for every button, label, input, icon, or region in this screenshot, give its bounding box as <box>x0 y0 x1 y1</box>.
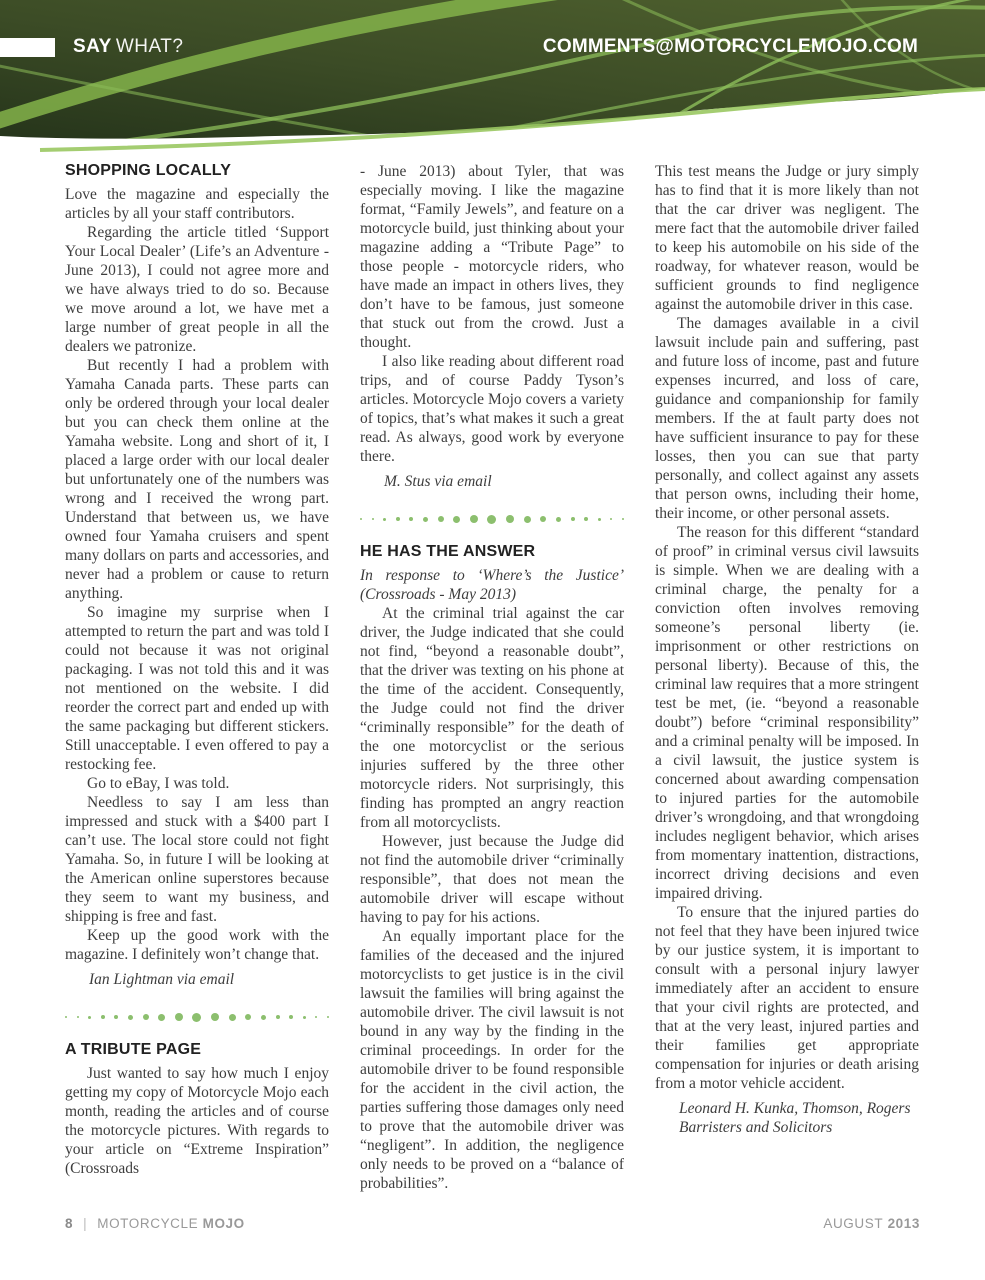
letter-subtitle: In response to ‘Where’s the Justice’ (Crossroads - May 2013) <box>360 567 624 603</box>
magazine-name: MOTORCYCLE <box>97 1216 199 1231</box>
letter-paragraph: Regarding the article titled ‘Support Your Local Dealer’ (Life’s an Adventure - June 2013), I could not agree more and we have always tried to do so. Because we move around a lot, we have met a large number of great people in all the dealers we patronize. <box>65 224 329 355</box>
issue-month: AUGUST <box>823 1216 884 1231</box>
page-number: 8 <box>65 1216 74 1231</box>
section-title-light: WHAT? <box>115 36 184 57</box>
letter-paragraph: Keep up the good work with the magazine. I definitely won’t change that. <box>65 927 329 963</box>
letter-paragraph: At the criminal trial against the car driver, the Judge indicated that she could not find, “beyond a reasonable doubt”, that the driver was texting on his phone at the time of the accident. Consequently, the Judge could not find the driver “criminally responsible” for the death of the one motorcyclist or the serious injuries suffered by the three other motorcycle riders. Not surprisingly, this finding has prompted an angry reaction from all motorcyclists. <box>360 605 624 831</box>
issue-year: 2013 <box>887 1216 920 1231</box>
letter-heading-he-has-the-answer: HE HAS THE ANSWER <box>360 543 536 560</box>
letter-heading-tribute-page: A TRIBUTE PAGE <box>65 1041 202 1058</box>
page-footer <box>65 1216 920 1231</box>
footer-right <box>823 1216 920 1231</box>
section-title-bold: SAY <box>73 36 112 57</box>
section-title <box>73 36 183 58</box>
letter-paragraph: However, just because the Judge did not find the automobile driver “criminally responsible”, that does not mean the automobile driver will escape without having to pay for his actions. <box>360 833 624 926</box>
letter-paragraph: Needless to say I am less than impressed and stuck with a $400 part I can’t use. The local store could not fight Yamaha. So, in future I will be looking at the American online superstores because they seem to want my business, and shipping is free and fast. <box>65 794 329 925</box>
letter-paragraph: This test means the Judge or jury simply has to find that it is more likely than not that the car driver was negligent. The mere fact that the automobile driver failed to keep his automobile on his side of the roadway, for whatever reason, would be sufficient grounds to find negligence against the automobile driver in this case. <box>655 163 919 313</box>
letter-signature: M. Stus via email <box>384 473 492 490</box>
letter-paragraph: I also like reading about different road trips, and of course Paddy Tyson’s articles. Motorcycle Mojo covers a variety of topics, that’s what makes it such a great read. As always, good work by everyone there. <box>360 353 624 465</box>
banner-swoosh-artwork <box>0 0 985 160</box>
dotted-divider-icon <box>65 1012 329 1022</box>
letter-heading-shopping-locally: SHOPPING LOCALLY <box>65 162 232 179</box>
letter-paragraph: The reason for this different “standard of proof” in criminal versus civil lawsuits is simple. When we are dealing with a criminal charge, the penalty for a conviction often involves removing someone’s personal liberty (ie. imprisonment or other restrictions on personal liberty). Because of this, the criminal law requires that a more stringent test be met, (ie. “beyond a reasonable doubt”) before “criminal responsibility” and a criminal penalty will be imposed. In a civil lawsuit, the justice system is concerned about awarding compensation to injured parties for the automobile driver’s wrongdoing, and that wrongdoing includes negligent behavior, which arises from momentary inattention, distractions, incorrect driving decisions and even impaired driving. <box>655 524 919 902</box>
letter-paragraph: - June 2013) about Tyler, that was especially moving. I like the magazine format, “Family Jewels”, and feature on a motorcycle build, just thinking about your magazine adding a “Tribute Page” to those people - motorcycle riders, who have made an impact in others lives, they don’t have to be famous, just someone that stuck out from the crowd. Just a thought. <box>360 163 624 351</box>
letter-paragraph: But recently I had a problem with Yamaha Canada parts. These parts can only be ordered through your local dealer but you can check them online at the Yamaha website. Long and short of it, I placed a large order with our local dealer but unfortunately one of the numbers was wrong and I received the wrong part. Understand that between us, we have owned four Yamaha cruisers and spent many dollars on parts and accessories, and never had a problem or cause to return anything. <box>65 357 329 602</box>
letter-signature: Ian Lightman via email <box>89 971 235 988</box>
footer-left <box>65 1216 245 1231</box>
letter-paragraph: The damages available in a civil lawsuit include pain and suffering, past and future loss of income, past and future expenses incurred, and loss of care, guidance and companionship for family members. If the at fault party does not have sufficient insurance to pay for these losses, then you can sue that party personally, and collect against any assets that person owns, including their home, their income, or other personal assets. <box>655 315 919 522</box>
column-1 <box>65 162 329 1212</box>
letter-signature: Leonard H. Kunka, Thomson, Rogers Barristers and Solicitors <box>679 1100 911 1136</box>
letter-paragraph: Go to eBay, I was told. <box>87 775 230 792</box>
letter-paragraph: Love the magazine and especially the articles by all your staff contributors. <box>65 186 329 222</box>
column-3 <box>655 162 919 1212</box>
dotted-divider-icon <box>360 514 624 524</box>
magazine-name-bold: MOJO <box>202 1216 245 1231</box>
letter-paragraph: An equally important place for the families of the deceased and the injured motorcyclists to get justice is in the civil lawsuit the families will bring against the automobile driver. The civil lawsuit is not bound in any way by the finding in the criminal proceedings. In order for the automobile driver to be found responsible for the accident in the civil action, the parties suffering those damages only need to prove that the automobile driver was “negligent”. In addition, the negligence only needs to be proved on a “balance of probabilities”. <box>360 928 624 1192</box>
letter-paragraph: Just wanted to say how much I enjoy getting my copy of Motorcycle Mojo each month, reading the articles and of course the motorcycle pictures. With regards to your article on “Extreme Inspiration” (Crossroads <box>65 1065 329 1177</box>
column-2 <box>360 162 624 1212</box>
letter-paragraph: So imagine my surprise when I attempted to return the part and was told I could not because it was not original packaging. I was not told this and it was not mentioned on the website. I did reorder the correct part and ended up with the same packaging but different stickers. Still unacceptable. I even offered to pay a restocking fee. <box>65 604 329 773</box>
letters-columns <box>65 162 919 1212</box>
header-banner <box>0 0 985 160</box>
footer-separator: | <box>83 1216 88 1231</box>
comments-email: COMMENTS@MOTORCYCLEMOJO.COM <box>542 36 918 57</box>
letter-paragraph: To ensure that the injured parties do not feel that they have been injured twice by our justice system, it is important to consult with a personal injury lawyer immediately after an accident to ensure that your civil rights are protected, and that at the very least, injured parties and their families get appropriate compensation for injuries or death arising from a motor vehicle accident. <box>655 904 919 1092</box>
banner-white-tab <box>0 38 55 57</box>
